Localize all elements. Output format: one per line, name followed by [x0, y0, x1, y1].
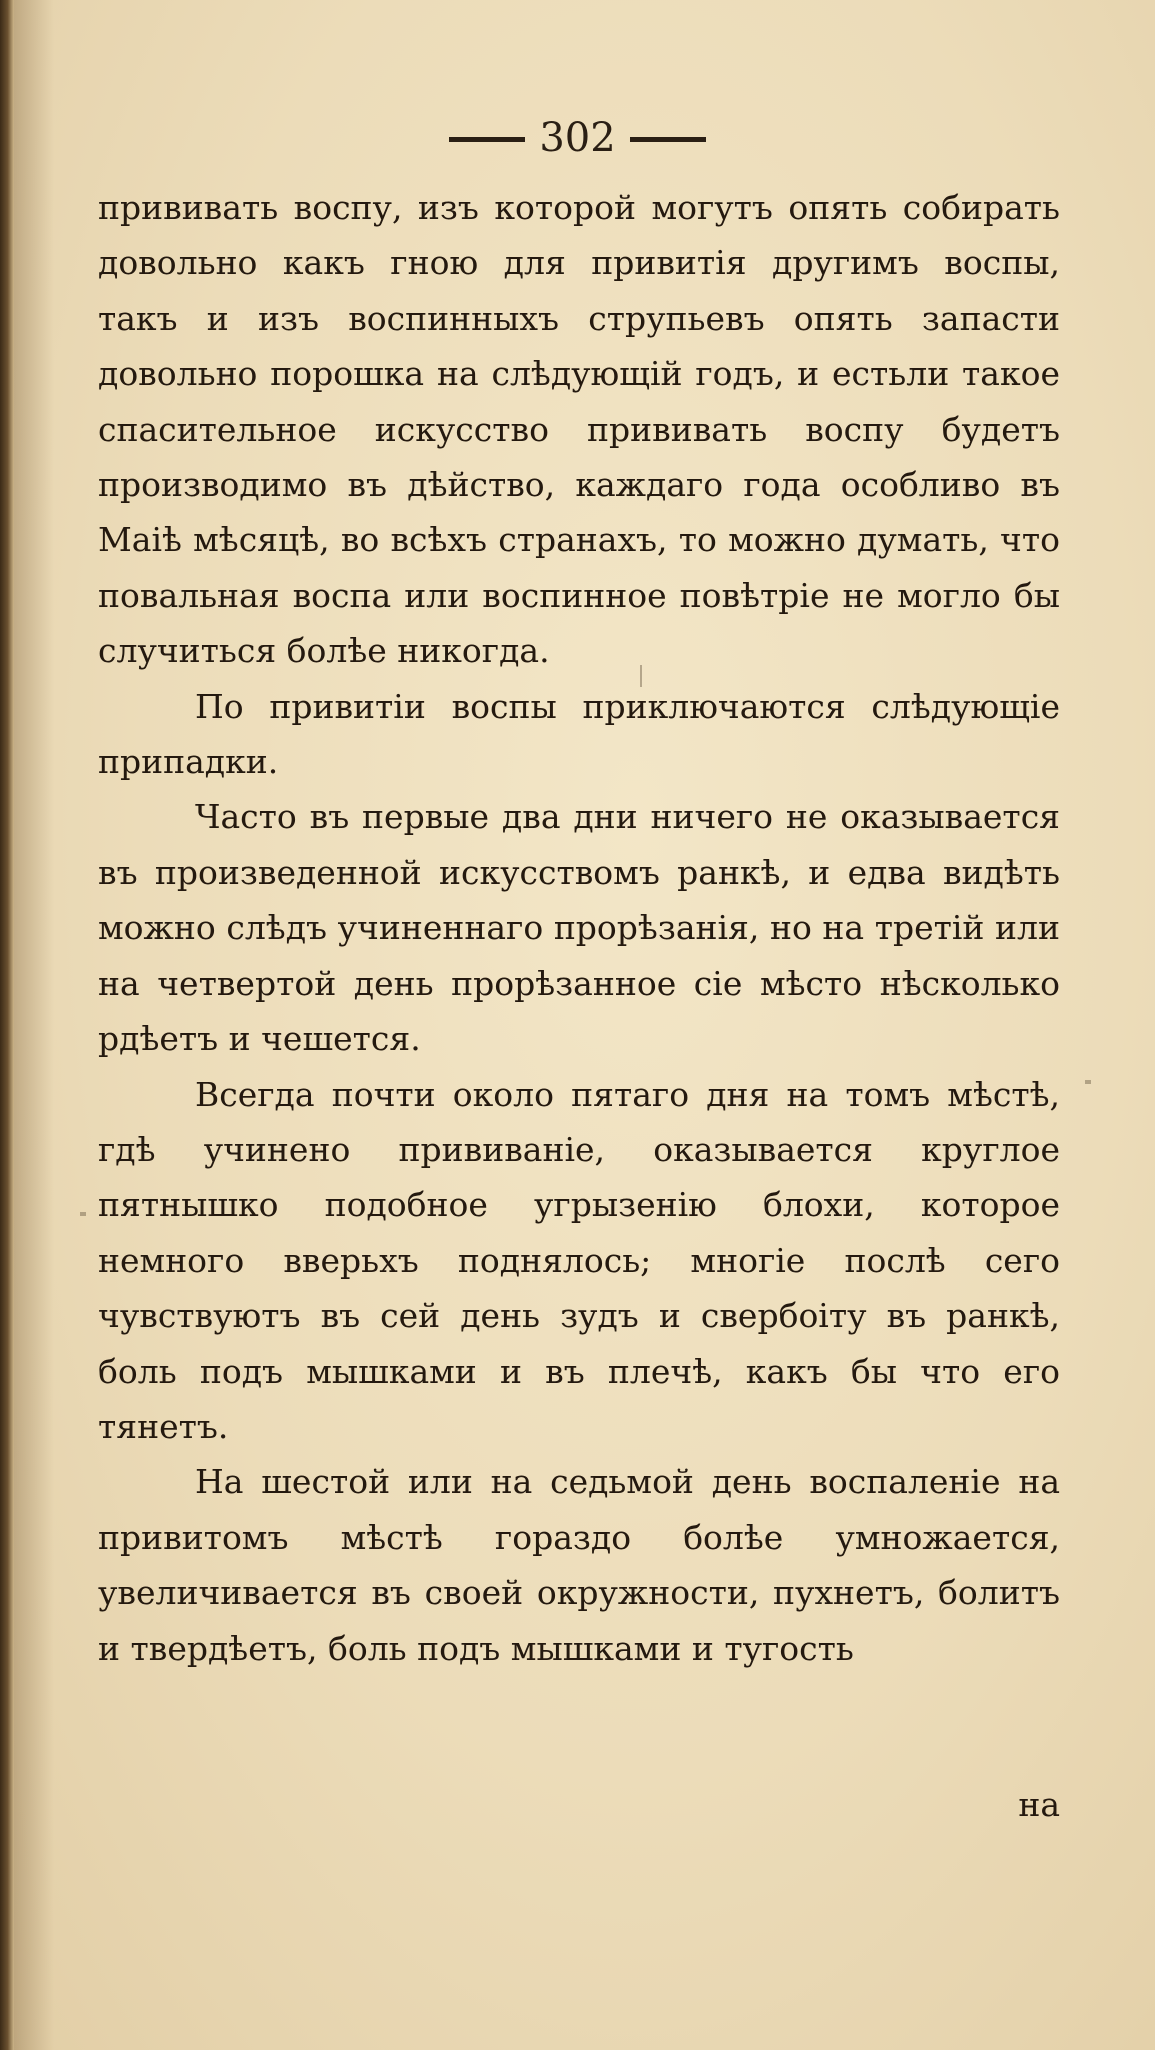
ink-speck — [640, 665, 642, 687]
page-header — [0, 108, 1155, 168]
ink-speck — [80, 1212, 86, 1216]
ink-speck — [1085, 1080, 1091, 1084]
paragraph-2: По привитіи воспы приключаются слѣдующіе припадки. — [98, 686, 1060, 782]
paragraph-5: На шестой или на седьмой день воспаленіе на привитомъ мѣстѣ гораздо болѣе умножается, увеличивается въ своей окружности, пухнетъ, болитъ и твердѣетъ, боль подъ мышками и тугость — [98, 1462, 1060, 1668]
body-text — [98, 180, 1060, 1676]
header-dash-right — [630, 137, 706, 142]
paragraph-1: прививать воспу, изъ которой могутъ опять собирать довольно какъ гною для привитія другимъ воспы, такъ и изъ воспинныхъ струпьевъ опять запасти довольно порошка на слѣдующій годъ, и естьли такое спасительное искусство прививать воспу будетъ производимо въ дѣйство, каждаго года особливо въ Маіѣ мѣсяцѣ, во всѣхъ странахъ, то можно думать, что повальная воспа или воспинное повѣтріе не могло бы случиться болѣе никогда. — [98, 188, 1060, 671]
page-gutter — [0, 0, 14, 2050]
paragraph-4: Всегда почти около пятаго дня на томъ мѣстѣ, гдѣ учинено прививаніе, оказывается круглое пятнышко подобное угрызенію блохи, которое немного вверьхъ поднялось; многіе послѣ сего чувствуютъ въ сей день зудъ и свербоiту въ ранкѣ, боль подъ мышками и въ плечѣ, какъ бы что его тянетъ. — [98, 1074, 1060, 1446]
catchword: на — [1018, 1785, 1060, 1824]
header-dash-left — [449, 137, 525, 142]
paragraph-3: Часто въ первые два дни ничего не оказывается въ произведенной искусствомъ ранкѣ, и едва видѣть можно слѣдъ учиненнаго прорѣзанія, но на третій или на четвертой день прорѣзанное сіе мѣсто нѣсколько рдѣетъ и чешется. — [98, 797, 1060, 1059]
page-number: 302 — [539, 115, 616, 161]
gutter-shadow — [14, 0, 54, 2050]
